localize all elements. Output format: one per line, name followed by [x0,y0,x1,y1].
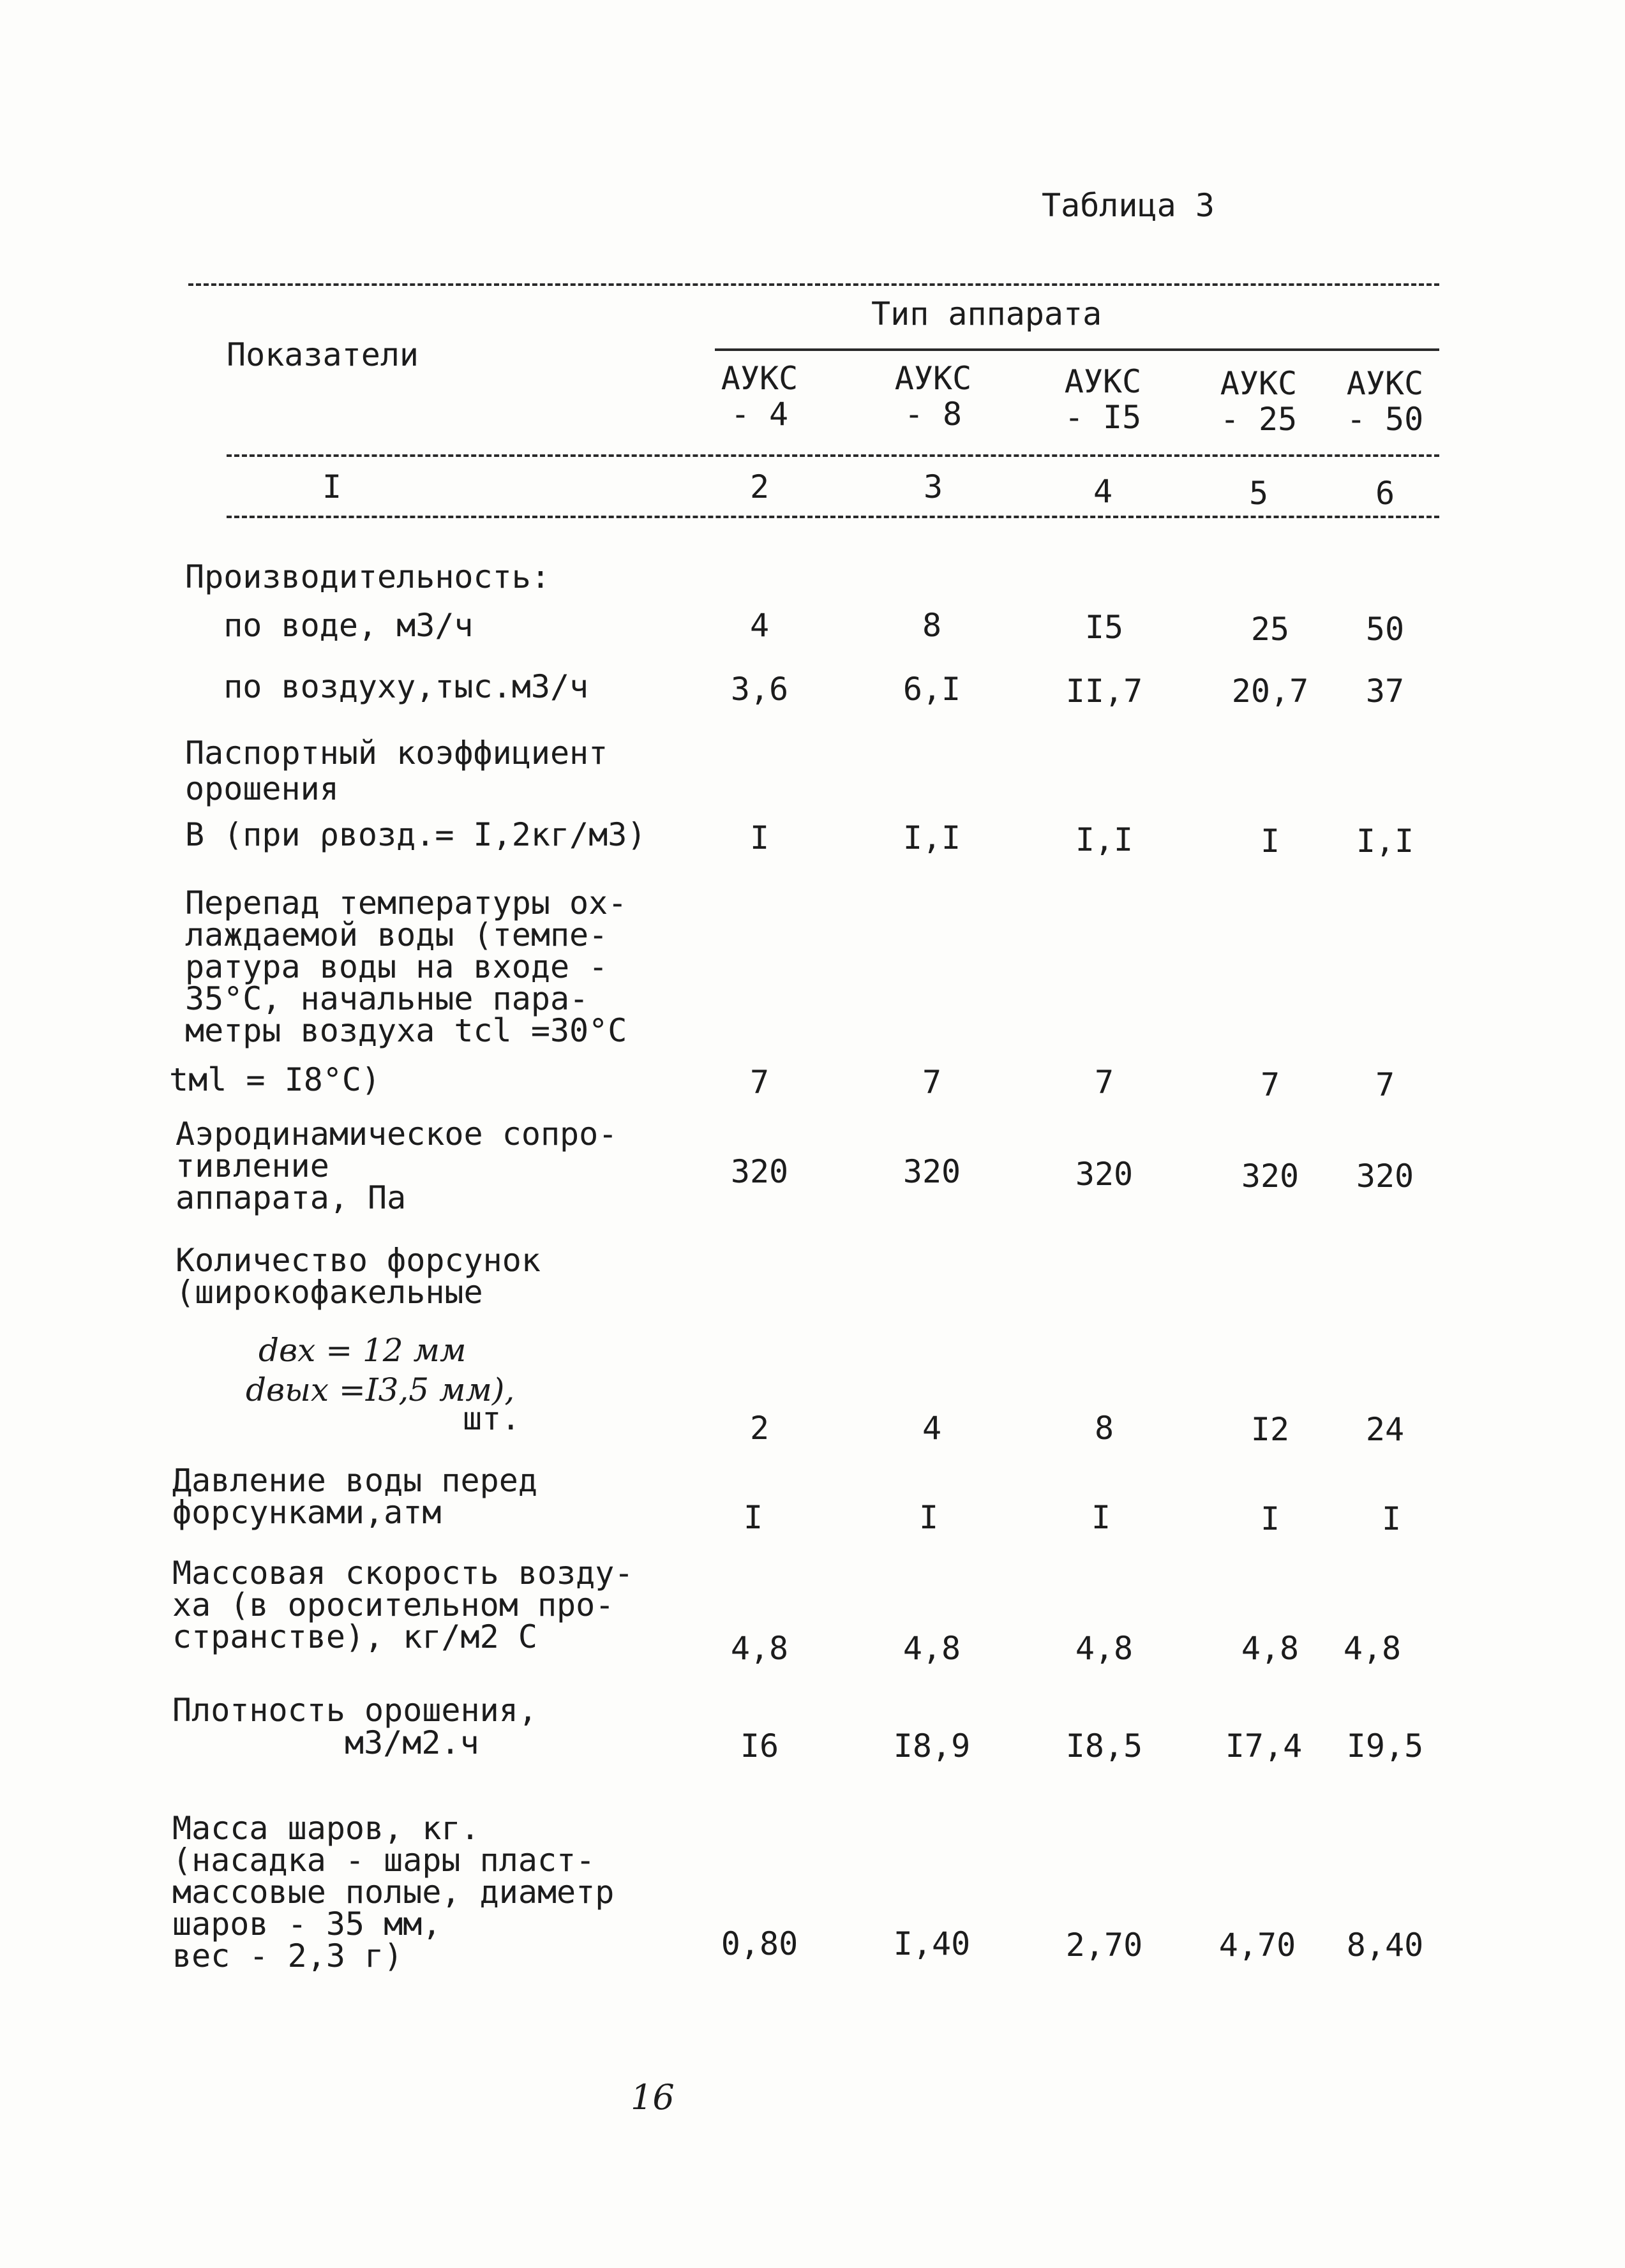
cell-value: 8 [922,607,942,644]
cell-value: 320 [1075,1156,1134,1193]
cell-value: 7 [1094,1064,1114,1101]
row-label: Перепад температуры ох- лаждаемой воды (темпе- ратура воды на входе - 35°С, начальные пара- метры воздуха tсl =30°С [185,884,627,1049]
cell-value: 4,8 [1343,1630,1402,1667]
cell-value: 4,8 [902,1630,961,1667]
row-label: Давление воды перед форсунками,атм [172,1462,537,1531]
column-number: 4 [1093,473,1113,510]
row-label: Паспортный коэффициент орошения [185,735,608,807]
table-top-rule [188,283,1439,286]
cell-value: I9,5 [1346,1727,1424,1764]
cell-value: 320 [1241,1158,1299,1195]
cell-value: 320 [902,1153,961,1190]
row-label: dвых =I3,5 мм), [246,1371,515,1408]
column-number: 2 [749,468,770,505]
cell-value: I8,5 [1065,1727,1143,1764]
column-number: 3 [923,468,943,505]
cell-value: 4,8 [1075,1630,1134,1667]
cell-value: 4,8 [730,1630,789,1667]
row-label: Массовая скорость возду- ха (в оросительном про- странстве), кг/м2 С [172,1555,634,1655]
cell-value: 4 [922,1410,942,1447]
cell-value: 2,70 [1065,1927,1143,1964]
cell-value: I6 [740,1727,779,1764]
type-header: АУКС - I5 [1064,363,1142,436]
param-column-header: Показатели [227,336,419,373]
row-label: В (при ρвозд.= I,2кг/м3) [185,816,647,853]
cell-value: 6,I [902,671,961,708]
cell-value: 4,8 [1241,1630,1299,1667]
cell-value: I [749,819,770,856]
header-rule [227,454,1439,457]
cell-value: 8 [1094,1410,1114,1447]
cell-value: II,7 [1065,673,1143,710]
cell-value: I [918,1499,939,1536]
cell-value: 3,6 [730,671,789,708]
row-label: Производительность: [185,558,550,595]
column-number: 5 [1248,475,1269,512]
cell-value: 37 [1365,673,1405,710]
cell-value: I8,9 [893,1727,971,1764]
cell-value: 4,70 [1218,1927,1296,1964]
row-label: Аэродинамическое сопро- тивление аппарата, Па [176,1115,618,1216]
cell-value: 8,40 [1346,1927,1424,1964]
row-label: Плотность орошения, [172,1692,537,1729]
row-label: tмl = I8°С) [169,1061,381,1098]
cell-value: I,I [902,819,961,856]
type-group-underline [715,348,1439,351]
cell-value: I5 [1084,609,1124,646]
cell-value: 320 [730,1153,789,1190]
cell-value: 0,80 [721,1925,798,1962]
type-header: АУКС - 4 [721,360,798,433]
column-number: 6 [1375,475,1395,512]
row-label: dвх = 12 мм [258,1332,467,1369]
type-header: АУКС - 25 [1220,365,1298,438]
cell-value: I [1381,1500,1402,1537]
type-header: АУКС - 8 [894,360,972,433]
table-caption: Таблица 3 [1042,187,1215,224]
row-label: по воздуху,тыс.м3/ч [185,668,589,705]
column-number: I [322,468,342,505]
cell-value: 4 [749,607,770,644]
page-number: 16 [631,2077,675,2117]
cell-value: I,40 [893,1925,971,1962]
type-header: АУКС - 50 [1346,365,1424,438]
column-number-rule [227,516,1439,518]
cell-value: I7,4 [1225,1727,1303,1764]
cell-value: 7 [749,1064,770,1101]
row-label: по воде, м3/ч [185,607,474,644]
row-label: шт. [463,1400,521,1437]
cell-value: 25 [1250,611,1290,648]
row-label: Масса шаров, кг. (насадка - шары пласт- массовые полые, диаметр шаров - 35 мм, вес - 2,3 г) [172,1810,615,1974]
cell-value: I [1260,1500,1280,1537]
cell-value: 50 [1365,611,1405,648]
row-label: м3/м2.ч [345,1724,479,1761]
cell-value: I [1091,1499,1111,1536]
cell-value: 7 [1375,1066,1395,1103]
cell-value: I,I [1075,821,1134,858]
cell-value: 7 [1260,1066,1280,1103]
cell-value: I [1260,823,1280,860]
type-group-header: Тип аппарата [871,295,1102,332]
cell-value: 24 [1365,1411,1405,1448]
cell-value: I,I [1356,823,1414,860]
cell-value: 320 [1356,1158,1414,1195]
cell-value: 2 [749,1410,770,1447]
cell-value: I [743,1499,763,1536]
cell-value: I2 [1250,1411,1290,1448]
cell-value: 20,7 [1231,673,1309,710]
row-label: Количество форсунок (широкофакельные [176,1242,541,1311]
cell-value: 7 [922,1064,942,1101]
